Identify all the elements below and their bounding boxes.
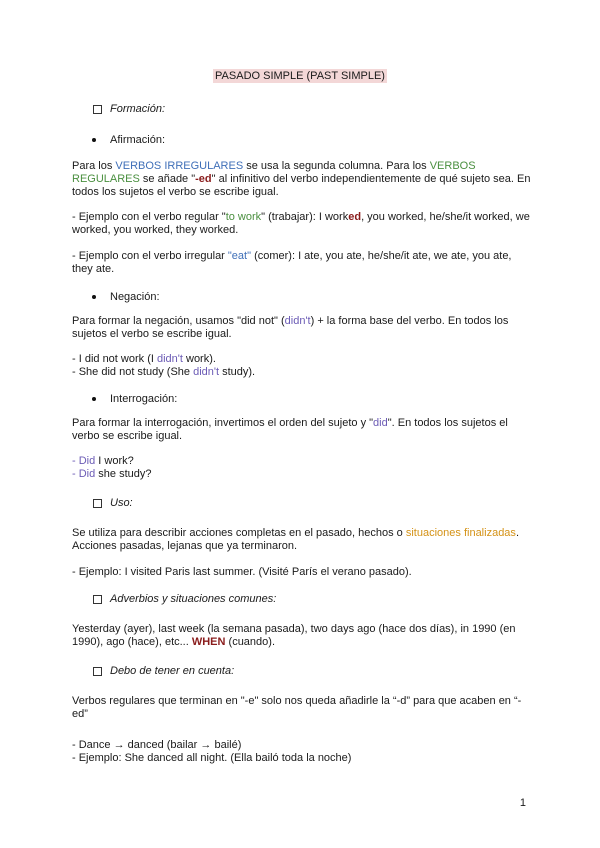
page-title bbox=[0, 70, 600, 82]
afirmacion-example-irregular: - Ejemplo con el verbo irregular "eat" (comer): I ate, you ate, he/she/it ate, we ate, you ate, they ate. bbox=[72, 250, 512, 275]
interrogacion-examples: - Did I work? - Did she study? bbox=[72, 455, 152, 480]
uso-paragraph: Se utiliza para describir acciones completas en el pasado, hechos o situaciones finalizadas. Acciones pasadas, lejanas que ya terminaron. bbox=[72, 527, 519, 552]
section-label: Formación: bbox=[110, 103, 166, 115]
bullet-label: Interrogación: bbox=[110, 393, 178, 405]
checkbox-icon[interactable] bbox=[93, 499, 102, 508]
bullet-icon bbox=[92, 138, 96, 142]
debo-examples: - Dance → danced (bailar → bailé) - Ejemplo: She danced all night. (Ella bailó toda la noche) bbox=[72, 739, 352, 764]
checkbox-icon[interactable] bbox=[93, 105, 102, 114]
negacion-examples: - I did not work (I didn't work). - She did not study (She didn't study). bbox=[72, 353, 256, 378]
section-label: Adverbios y situaciones comunes: bbox=[110, 593, 277, 605]
uso-example: - Ejemplo: I visited Paris last summer. (Visité París el verano pasado). bbox=[72, 566, 412, 578]
negacion-paragraph: Para formar la negación, usamos "did not" (didn't) + la forma base del verbo. En todos los sujetos el verbo se escribe igual. bbox=[72, 315, 509, 340]
bullet-afirmacion bbox=[92, 134, 165, 146]
bullet-label: Negación: bbox=[110, 291, 160, 303]
section-label: Debo de tener en cuenta: bbox=[110, 665, 235, 677]
adverbios-paragraph: Yesterday (ayer), last week (la semana pasada), two days ago (hace dos días), in 1990 (en 1990), ago (hace), etc... WHEN (cuando). bbox=[72, 623, 516, 648]
section-debo bbox=[93, 665, 234, 677]
bullet-icon bbox=[92, 295, 96, 299]
bullet-negacion bbox=[92, 291, 160, 303]
debo-paragraph: Verbos regulares que terminan en "-e" solo nos queda añadirle la “-d” para que acaben en “-ed” bbox=[72, 695, 522, 720]
section-label: Uso: bbox=[110, 497, 133, 509]
bullet-interrogacion bbox=[92, 393, 177, 405]
section-adverbios bbox=[93, 593, 276, 605]
section-uso bbox=[93, 497, 133, 509]
interrogacion-paragraph: Para formar la interrogación, invertimos el orden del sujeto y "did". En todos los sujetos el verbo se escribe igual. bbox=[72, 417, 508, 442]
bullet-icon bbox=[92, 397, 96, 401]
page-number: 1 bbox=[519, 797, 526, 809]
section-formacion bbox=[93, 103, 165, 115]
afirmacion-paragraph: Para los VERBOS IRREGULARES se usa la segunda columna. Para los VERBOS REGULARES se añade "-ed" al infinitivo del verbo independientemente de qué sujeto sea. En todos los sujetos el verbo se escribe igual. bbox=[72, 160, 531, 198]
bullet-label: Afirmación: bbox=[110, 134, 166, 146]
afirmacion-example-regular: - Ejemplo con el verbo regular "to work" (trabajar): I worked, you worked, he/she/it worked, we worked, you worked, they worked. bbox=[72, 211, 530, 236]
checkbox-icon[interactable] bbox=[93, 667, 102, 676]
checkbox-icon[interactable] bbox=[93, 595, 102, 604]
title-text: PASADO SIMPLE (PAST SIMPLE) bbox=[215, 70, 385, 82]
